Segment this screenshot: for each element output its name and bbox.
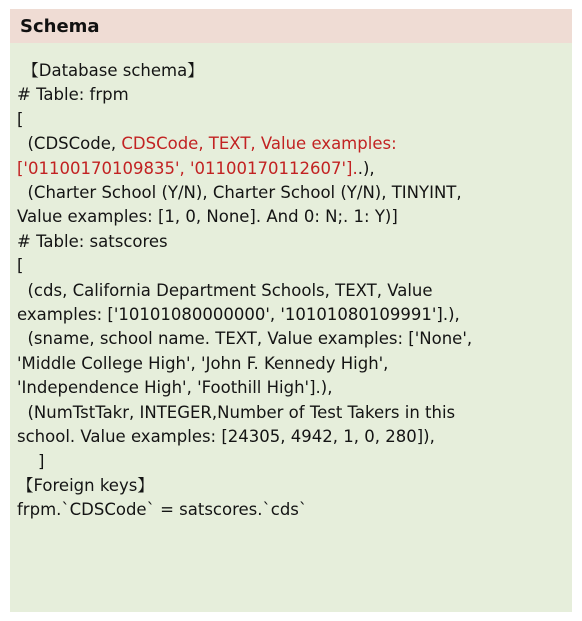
schema-line: # Table: frpm <box>17 85 129 105</box>
schema-line: [ <box>17 109 24 129</box>
schema-line: 'Middle College High', 'John F. Kennedy High', <box>17 353 389 373</box>
schema-panel <box>10 9 572 612</box>
schema-title: Schema <box>20 15 100 37</box>
schema-line: (sname, school name. TEXT, Value examples: ['None', <box>27 329 473 349</box>
schema-line: frpm.`CDSCode` = satscores.`cds` <box>17 500 308 520</box>
schema-body <box>10 43 572 523</box>
schema-line: (Charter School (Y/N), Charter School (Y/N), TINYINT, <box>27 183 462 203</box>
schema-line: Value examples: [1, 0, None]. And 0: N;. 1: Y)] <box>17 207 398 227</box>
schema-line: school. Value examples: [24305, 4942, 1, 0, 280]), <box>17 427 435 447</box>
schema-line: [ <box>17 256 24 276</box>
schema-line: # Table: satscores <box>17 231 168 251</box>
schema-line: 'Independence High', 'Foothill High'].), <box>17 378 333 398</box>
schema-line: examples: ['10101080000000', '10101080109991'].), <box>17 305 460 325</box>
schema-line: 【Foreign keys】 <box>17 475 154 495</box>
highlighted-text: CDSCode, TEXT, Value examples: <box>121 134 397 154</box>
schema-line: ] <box>37 451 45 471</box>
schema-line: ['01100170109835', '01100170112607']..), <box>17 158 375 178</box>
schema-line: (NumTstTakr, INTEGER,Number of Test Takers in this <box>27 402 456 422</box>
schema-line: (CDSCode, CDSCode, TEXT, Value examples: <box>27 134 397 154</box>
schema-header <box>10 9 572 43</box>
schema-line: 【Database schema】 <box>22 61 204 80</box>
schema-line: (cds, California Department Schools, TEXT, Value <box>27 280 433 300</box>
highlighted-text: ['01100170109835', '01100170112607']. <box>17 158 358 178</box>
